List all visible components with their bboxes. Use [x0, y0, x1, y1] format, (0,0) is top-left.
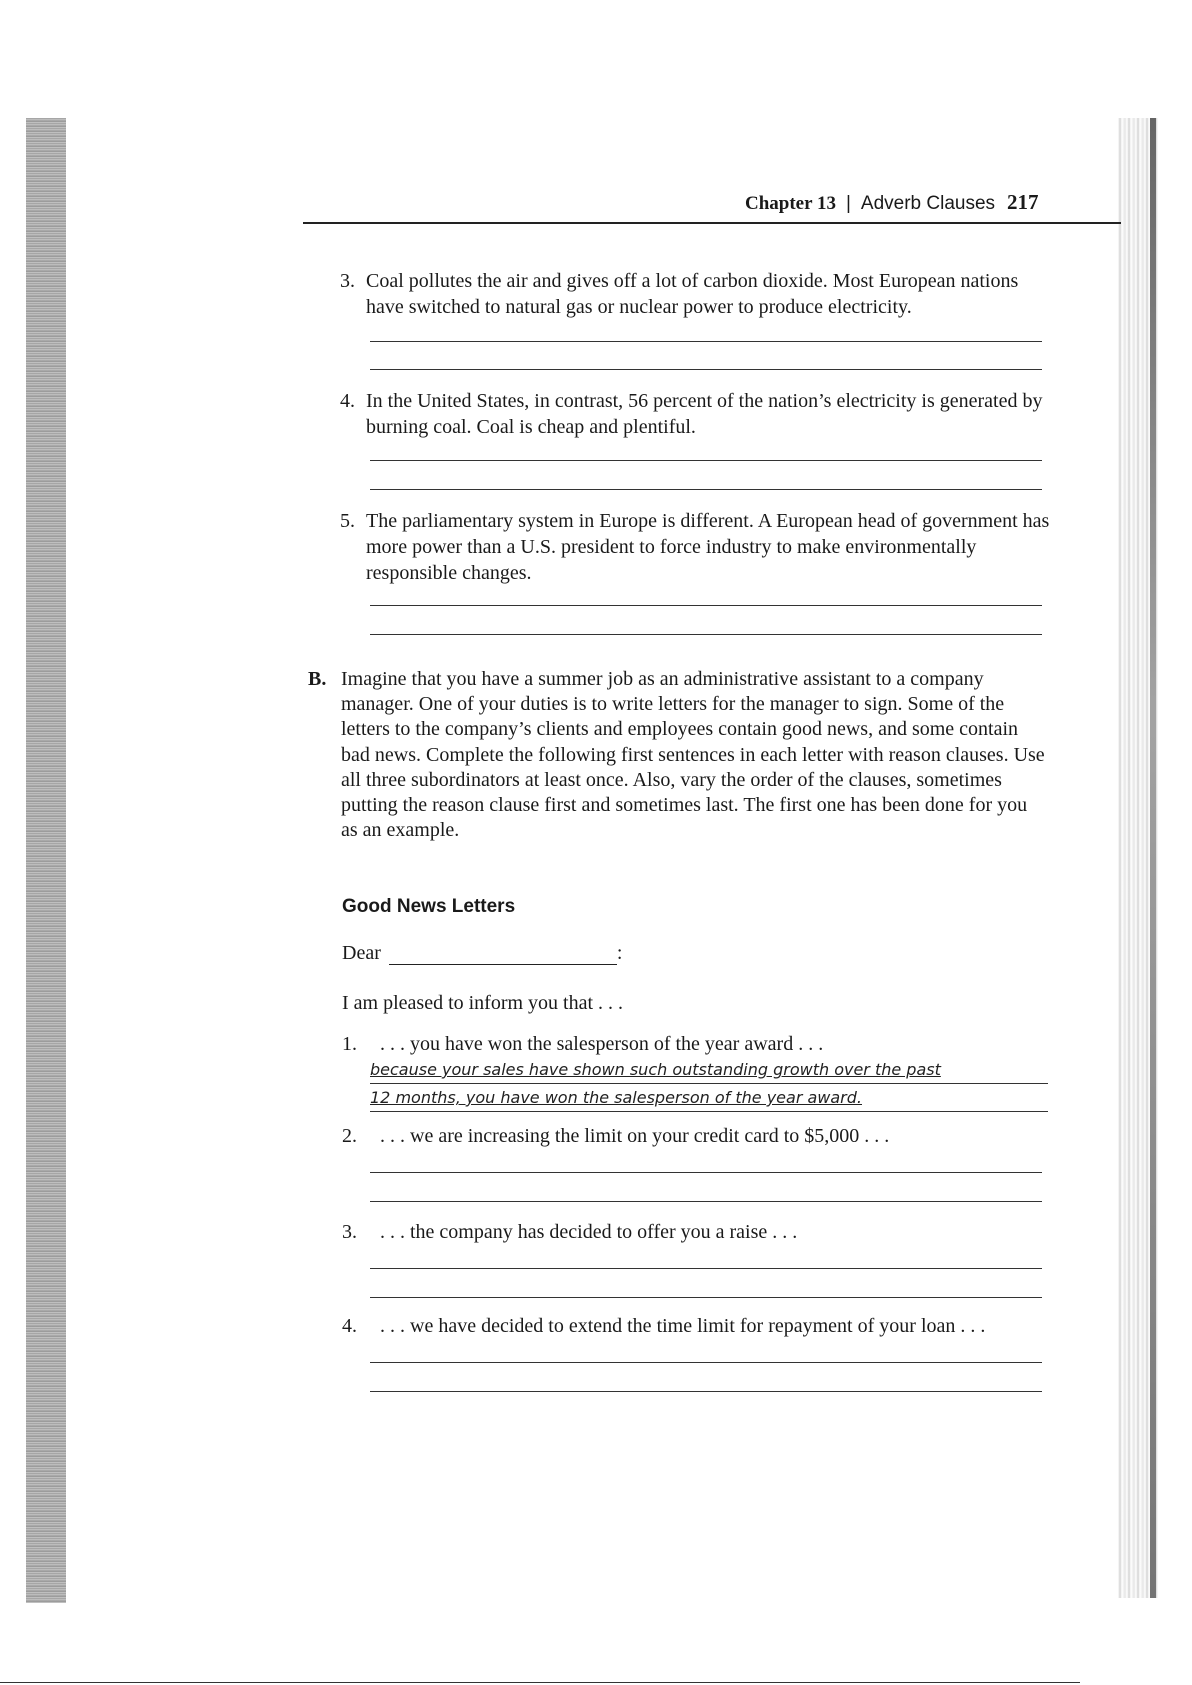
- exercise-item-4: [340, 388, 1050, 440]
- answer-line[interactable]: [370, 1172, 1042, 1173]
- part-b-label: B.: [308, 668, 327, 690]
- item-text: In the United States, in contrast, 56 percent of the nation’s electricity is generated by burning coal. Coal is cheap and plentiful.: [366, 390, 1043, 438]
- scan-bottom-rule: [0, 1682, 1080, 1683]
- handwritten-answer: 12 months, you have won the salesperson of the year award.: [370, 1088, 862, 1107]
- answer-line[interactable]: [370, 1268, 1042, 1269]
- answer-line[interactable]: [370, 605, 1042, 606]
- answer-line[interactable]: [370, 1297, 1042, 1298]
- letter-item-2: [342, 1125, 889, 1148]
- item-text: . . . the company has decided to offer you a raise . . .: [380, 1221, 798, 1243]
- item-number: 4.: [340, 390, 355, 412]
- page-number: 217: [1007, 190, 1039, 214]
- item-text: . . . we have decided to extend the time limit for repayment of your loan . . .: [380, 1315, 986, 1337]
- answer-line[interactable]: [370, 369, 1042, 370]
- answer-line[interactable]: [370, 1201, 1042, 1202]
- header-rule: [303, 222, 1121, 224]
- item-text: . . . we are increasing the limit on your credit card to $5,000 . . .: [380, 1125, 890, 1147]
- letter-item-3: [342, 1221, 797, 1244]
- item-number: 4.: [342, 1315, 357, 1337]
- part-b-instructions: [308, 667, 1048, 843]
- salutation: [342, 942, 622, 965]
- header-separator: |: [845, 193, 851, 214]
- running-header: [745, 190, 1039, 215]
- answer-line[interactable]: [370, 1362, 1042, 1363]
- answer-line[interactable]: [370, 460, 1042, 461]
- item-number: 3.: [342, 1221, 357, 1243]
- exercise-item-5: [340, 508, 1050, 586]
- answer-line[interactable]: [370, 1391, 1042, 1392]
- scan-edge-right: [1118, 118, 1158, 1598]
- part-b-text: Imagine that you have a summer job as an administrative assistant to a company manager. One of your duties is to write letters for the manager to sign. Some of the letters to the company’s clients and employees contain good news, and some contain bad news. Complete the following first sentences in each letter with reason clauses. Use all three subordinators at least once. Also, vary the order of the clauses, sometimes putting the reason clause first and sometimes last. The first one has been done for you as an example.: [341, 668, 1045, 842]
- item-number: 2.: [342, 1125, 357, 1147]
- scan-edge-left: [26, 118, 66, 1603]
- item-text: . . . you have won the salesperson of the year award . . .: [380, 1033, 824, 1055]
- item-text: Coal pollutes the air and gives off a lot of carbon dioxide. Most European nations have switched to natural gas or nuclear power to produce electricity.: [366, 270, 1019, 318]
- answer-line[interactable]: [370, 489, 1042, 490]
- good-news-heading: Good News Letters: [342, 896, 516, 917]
- item-number: 5.: [340, 510, 355, 532]
- exercise-item-3: [340, 268, 1050, 320]
- letter-item-4: [342, 1315, 985, 1338]
- handwritten-answer: because your sales have shown such outstanding growth over the past: [370, 1060, 941, 1079]
- item-number: 3.: [340, 270, 355, 292]
- answer-line[interactable]: [370, 634, 1042, 635]
- letter-intro: I am pleased to inform you that . . .: [342, 992, 624, 1014]
- item-number: 1.: [342, 1033, 357, 1055]
- letter-item-1: [342, 1033, 823, 1056]
- item-text: The parliamentary system in Europe is different. A European head of government has more power than a U.S. president to force industry to make environmentally responsible changes.: [366, 510, 1050, 584]
- chapter-title: Adverb Clauses: [860, 193, 996, 214]
- chapter-label: Chapter 13: [745, 193, 836, 214]
- answer-line-handwritten[interactable]: [370, 1085, 1048, 1112]
- answer-line-handwritten[interactable]: [370, 1057, 1048, 1084]
- salutation-colon: :: [616, 942, 623, 964]
- answer-line[interactable]: [370, 341, 1042, 342]
- recipient-blank[interactable]: [389, 946, 617, 965]
- salutation-dear: Dear: [342, 942, 381, 964]
